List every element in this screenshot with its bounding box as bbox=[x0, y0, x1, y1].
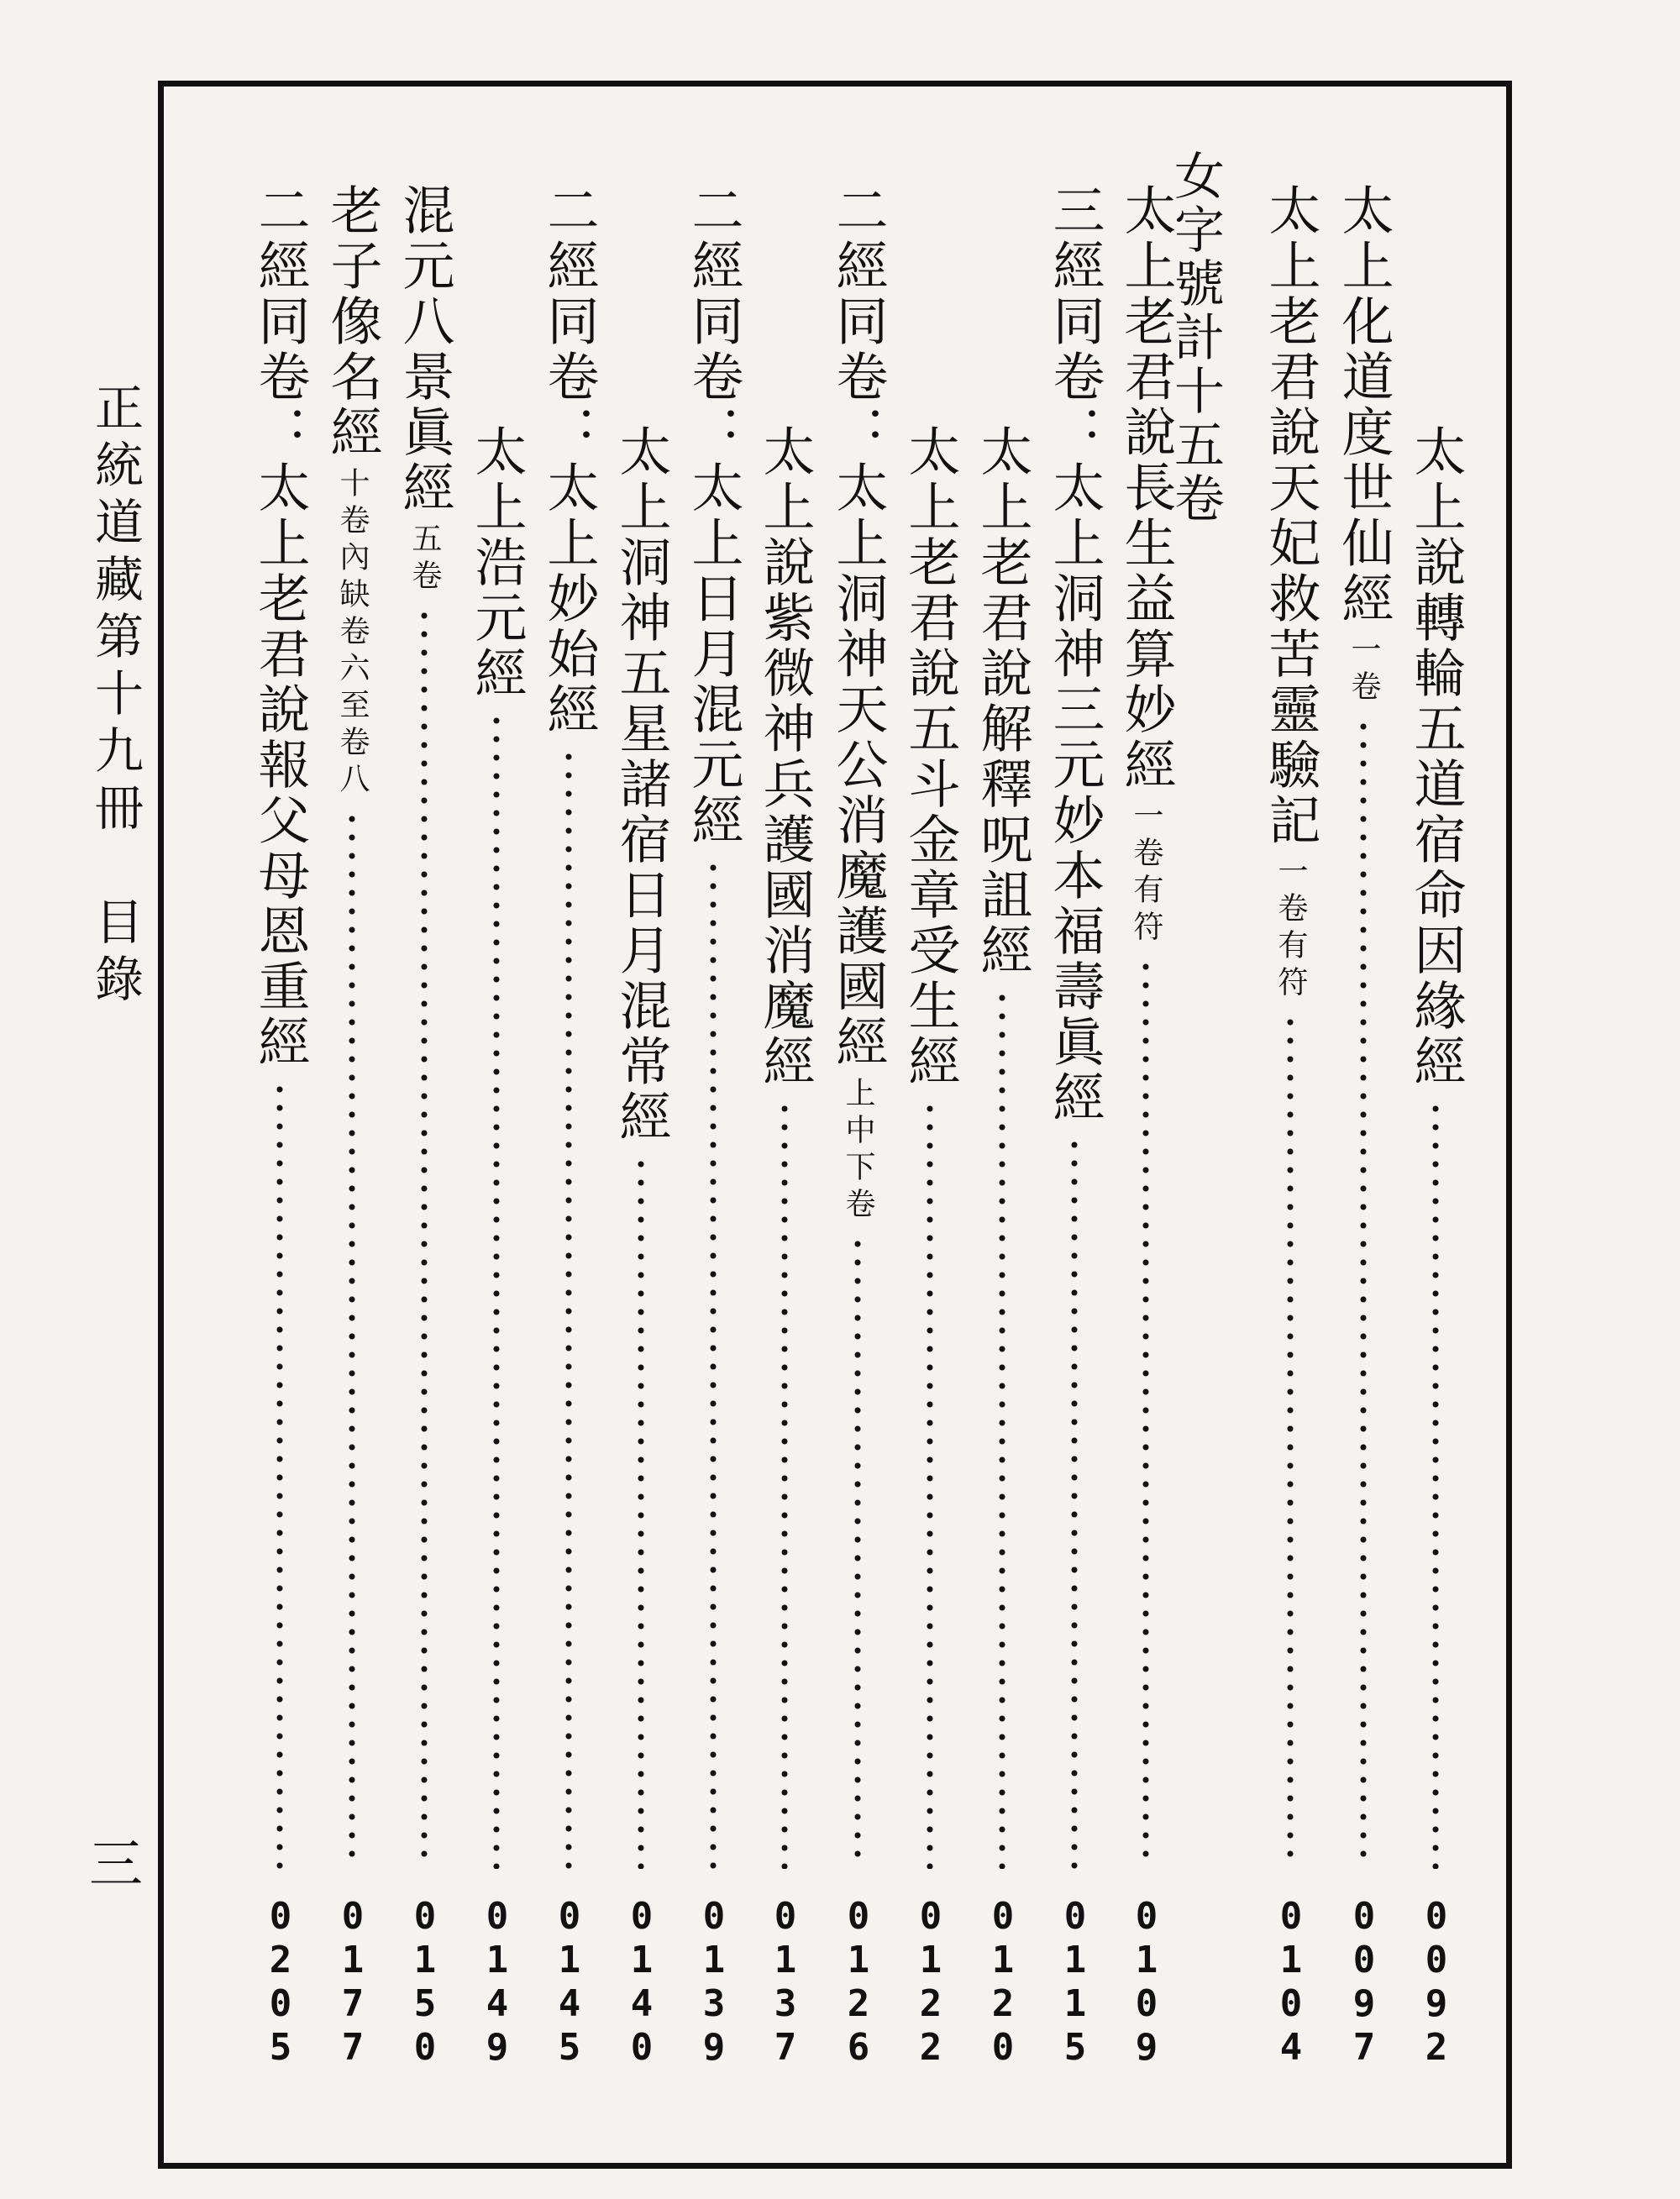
dot-leader bbox=[1410, 1100, 1462, 1869]
dot-leader bbox=[1337, 717, 1389, 1869]
page-digit: 0 bbox=[341, 1895, 365, 1938]
page-digit: 0 bbox=[1425, 1895, 1448, 1938]
page-digit: 1 bbox=[630, 1939, 654, 1981]
entry-note: 一卷有符 bbox=[1129, 800, 1163, 947]
page-digit: 0 bbox=[1279, 1895, 1303, 1938]
toc-entry[interactable] bbox=[394, 183, 455, 1869]
page-digit: 0 bbox=[486, 1895, 509, 1938]
entry-page-number bbox=[328, 1895, 378, 2069]
page-digit: 4 bbox=[558, 1982, 581, 2025]
page-digit: 2 bbox=[991, 1982, 1015, 2025]
entry-title: 二經同卷：太上老君說報父母恩重經 bbox=[249, 183, 311, 1070]
page-digit: 0 bbox=[630, 2026, 654, 2069]
section-heading: 女字號計十五卷 bbox=[1166, 150, 1225, 526]
entry-title: 三經同卷：太上洞神三元妙本福壽眞經 bbox=[1044, 183, 1105, 1126]
dot-leader bbox=[1120, 958, 1172, 1869]
page-digit: 0 bbox=[1425, 1939, 1448, 1981]
toc-entry[interactable] bbox=[249, 183, 311, 1869]
dot-leader bbox=[759, 1100, 811, 1869]
page-digit: 0 bbox=[1279, 1982, 1303, 2025]
book-title: 正統道藏第十九冊 目錄 bbox=[87, 382, 144, 1010]
page-digit: 6 bbox=[847, 2026, 870, 2069]
page-digit: 3 bbox=[702, 1982, 726, 2025]
page-numeral: 三 bbox=[80, 1835, 142, 1889]
page-digit: 5 bbox=[269, 2026, 292, 2069]
page-digit: 1 bbox=[1063, 1982, 1087, 2025]
page-digit: 1 bbox=[486, 1939, 509, 1981]
page-digit: 0 bbox=[269, 1982, 292, 2025]
dot-leader bbox=[976, 989, 1028, 1869]
page-digit: 0 bbox=[1352, 1939, 1376, 1981]
page-digit: 0 bbox=[847, 1895, 870, 1938]
page-digit: 9 bbox=[1425, 1982, 1448, 2025]
page-digit: 2 bbox=[269, 1939, 292, 1981]
page-digit: 0 bbox=[558, 1895, 581, 1938]
entry-page-number bbox=[1121, 1895, 1172, 2069]
entry-title: 太上老君說天妃救苦靈驗記 bbox=[1260, 183, 1321, 848]
entry-page-number bbox=[1339, 1895, 1389, 2069]
dot-leader bbox=[543, 748, 595, 1869]
toc-entry[interactable] bbox=[466, 424, 528, 1869]
page-digit: 2 bbox=[919, 1982, 942, 2025]
page-digit: 0 bbox=[1135, 1982, 1158, 2025]
page-digit: 0 bbox=[991, 2026, 1015, 2069]
page-digit: 5 bbox=[558, 2026, 581, 2069]
toc-entry[interactable] bbox=[972, 424, 1033, 1869]
page-digit: 9 bbox=[1352, 1982, 1376, 2025]
entry-page-number bbox=[617, 1895, 667, 2069]
page-digit: 1 bbox=[1135, 1939, 1158, 1981]
toc-entry[interactable] bbox=[1044, 183, 1105, 1869]
page-digit: 7 bbox=[774, 2026, 797, 2069]
dot-leader bbox=[904, 1100, 956, 1869]
page-digit: 0 bbox=[269, 1895, 292, 1938]
dot-leader bbox=[1264, 1013, 1316, 1869]
entry-note: 一卷 bbox=[1347, 633, 1381, 707]
entry-note: 上中下卷 bbox=[841, 1077, 875, 1225]
page-digit: 0 bbox=[630, 1895, 654, 1938]
toc-entry[interactable] bbox=[754, 424, 816, 1869]
toc-entry[interactable] bbox=[1405, 424, 1467, 1869]
dot-leader bbox=[1048, 1136, 1100, 1869]
page-digit: 9 bbox=[702, 2026, 726, 2069]
entry-page-number bbox=[906, 1895, 956, 2069]
dot-leader bbox=[687, 858, 739, 1869]
entry-page-number bbox=[400, 1895, 450, 2069]
dot-leader bbox=[254, 1080, 306, 1869]
page-digit: 1 bbox=[1063, 1939, 1087, 1981]
page-digit: 7 bbox=[341, 1982, 365, 2025]
page-digit: 0 bbox=[1135, 1895, 1158, 1938]
entry-page-number bbox=[978, 1895, 1028, 2069]
toc-entry[interactable] bbox=[1116, 183, 1177, 1869]
page-digit: 1 bbox=[847, 1939, 870, 1981]
toc-entry[interactable] bbox=[1260, 183, 1321, 1869]
entry-title: 老子像名經 bbox=[322, 183, 383, 460]
entry-note: 一卷有符 bbox=[1273, 855, 1308, 1003]
page-digit: 1 bbox=[702, 1939, 726, 1981]
toc-entry[interactable] bbox=[1333, 183, 1394, 1869]
entry-page-number bbox=[544, 1895, 595, 2069]
entry-title: 二經同卷：太上日月混元經 bbox=[683, 183, 744, 848]
dot-leader bbox=[615, 1155, 667, 1869]
dot-leader bbox=[470, 711, 522, 1869]
toc-entry[interactable] bbox=[538, 183, 600, 1869]
page-digit: 0 bbox=[991, 1895, 1015, 1938]
entry-title: 太上老君說五斗金章受生經 bbox=[900, 424, 961, 1089]
entry-note: 十卷內缺卷六至卷八 bbox=[335, 467, 370, 800]
page-digit: 1 bbox=[341, 1939, 365, 1981]
page-digit: 0 bbox=[413, 1895, 437, 1938]
page-digit: 4 bbox=[630, 1982, 654, 2025]
page-digit: 4 bbox=[486, 1982, 509, 2025]
dot-leader bbox=[326, 810, 378, 1869]
page-digit: 9 bbox=[486, 2026, 509, 2069]
page-digit: 1 bbox=[774, 1939, 797, 1981]
page-digit: 1 bbox=[413, 1939, 437, 1981]
entry-page-number bbox=[472, 1895, 522, 2069]
entry-title: 太上老君說長生益算妙經 bbox=[1116, 183, 1177, 793]
page-digit: 0 bbox=[1063, 1895, 1087, 1938]
entry-title: 太上化道度世仙經 bbox=[1333, 183, 1394, 627]
page-digit: 1 bbox=[919, 1939, 942, 1981]
entry-page-number bbox=[1050, 1895, 1100, 2069]
page-digit: 5 bbox=[1063, 2026, 1087, 2069]
page-digit: 9 bbox=[1135, 2026, 1158, 2069]
entry-page-number bbox=[760, 1895, 811, 2069]
toc-entry[interactable] bbox=[322, 183, 383, 1869]
page-digit: 2 bbox=[847, 1982, 870, 2025]
page-digit: 5 bbox=[413, 1982, 437, 2025]
entry-title: 混元八景眞經 bbox=[394, 183, 455, 516]
page-digit: 0 bbox=[413, 2026, 437, 2069]
entry-note: 五卷 bbox=[407, 522, 442, 596]
page-digit: 1 bbox=[1279, 1939, 1303, 1981]
page-digit: 3 bbox=[774, 1982, 797, 2025]
entry-title: 太上洞神五星諸宿日月混常經 bbox=[611, 424, 672, 1145]
toc-entry[interactable] bbox=[611, 424, 672, 1869]
entry-title: 二經同卷：太上妙始經 bbox=[538, 183, 600, 737]
entry-page-number bbox=[1411, 1895, 1462, 2069]
page-digit: 0 bbox=[919, 1895, 942, 1938]
dot-leader bbox=[832, 1235, 884, 1869]
entry-title: 二經同卷：太上洞神天公消魔護國經 bbox=[827, 183, 889, 1070]
page-digit: 1 bbox=[991, 1939, 1015, 1981]
entry-page-number bbox=[1266, 1895, 1316, 2069]
page-digit: 0 bbox=[702, 1895, 726, 1938]
page-digit: 1 bbox=[558, 1939, 581, 1981]
page-digit: 4 bbox=[1279, 2026, 1303, 2069]
page-digit: 2 bbox=[919, 2026, 942, 2069]
entry-title: 太上老君說解釋呪詛經 bbox=[972, 424, 1033, 979]
entry-title: 太上浩元經 bbox=[466, 424, 528, 701]
entry-title: 太上說轉輪五道宿命因緣經 bbox=[1405, 424, 1467, 1089]
toc-entry[interactable] bbox=[827, 183, 889, 1869]
page-digit: 7 bbox=[1352, 2026, 1376, 2069]
entry-title: 太上說紫微神兵護國消魔經 bbox=[754, 424, 816, 1089]
toc-entry[interactable] bbox=[683, 183, 744, 1869]
toc-entry[interactable] bbox=[900, 424, 961, 1869]
page-digit: 0 bbox=[774, 1895, 797, 1938]
entry-page-number bbox=[255, 1895, 306, 2069]
entry-page-number bbox=[689, 1895, 739, 2069]
entry-page-number bbox=[833, 1895, 884, 2069]
page-digit: 2 bbox=[1425, 2026, 1448, 2069]
page-digit: 7 bbox=[341, 2026, 365, 2069]
dot-leader bbox=[398, 606, 450, 1869]
page-digit: 0 bbox=[1352, 1895, 1376, 1938]
